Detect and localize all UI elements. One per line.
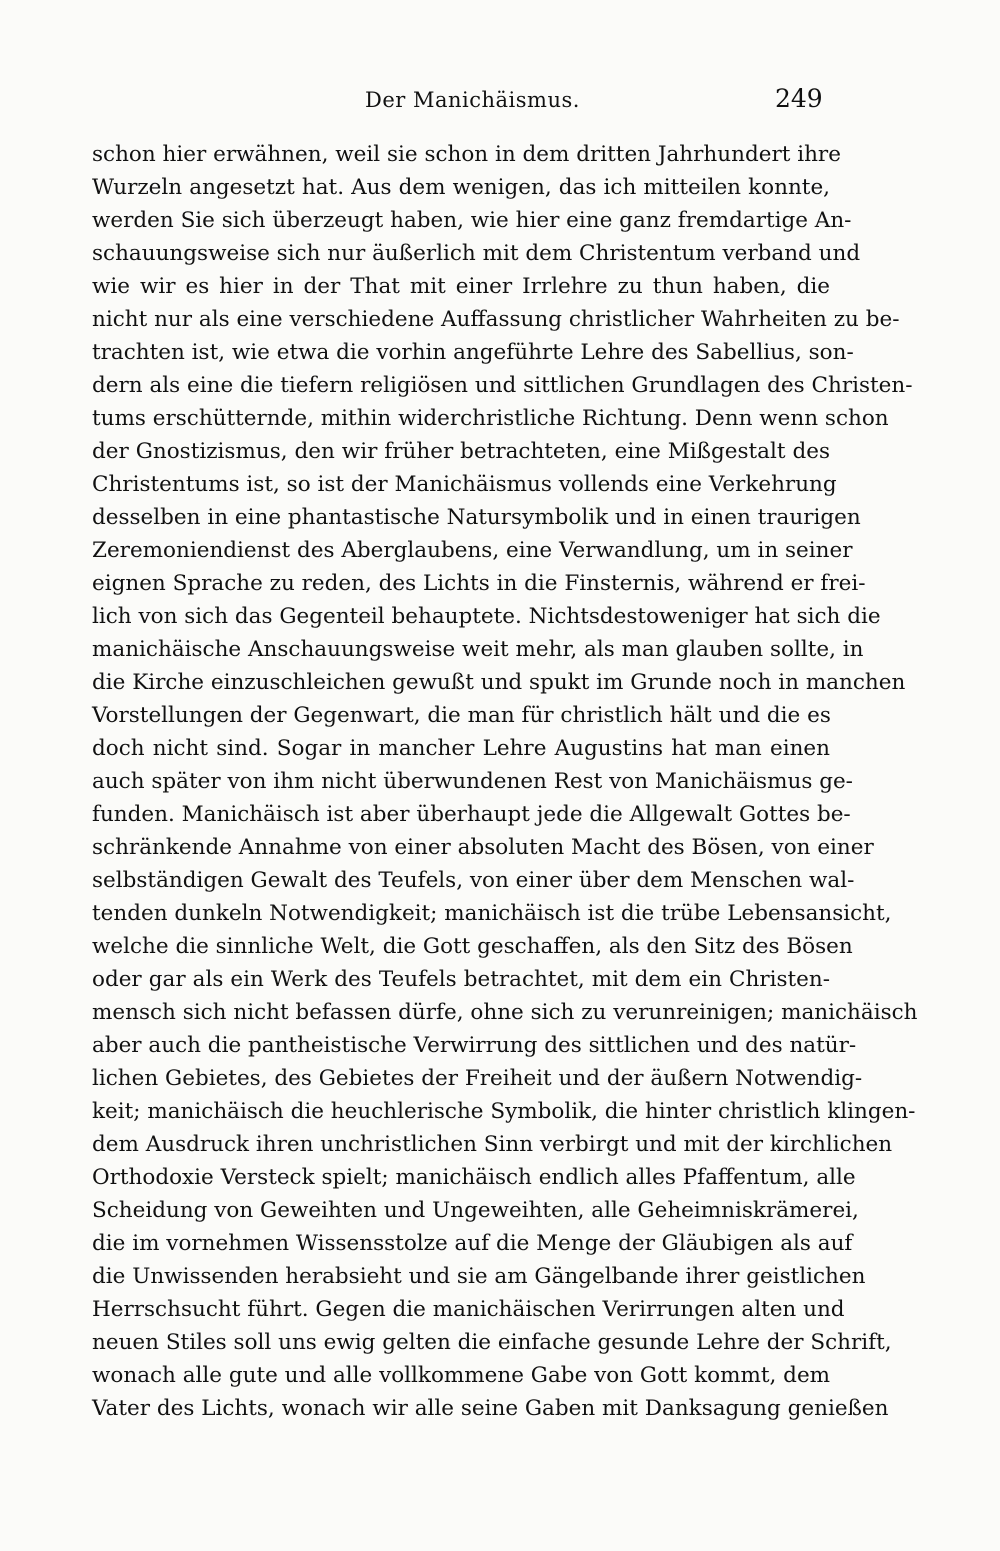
text-line: aber auch die pantheistische Verwirrung des sittlichen und des natür- [92,1033,857,1058]
text-line: dem Ausdruck ihren unchristlichen Sinn verbirgt und mit der kirchlichen [92,1132,893,1157]
text-line: Orthodoxie Versteck spielt; manichäisch endlich alles Pfaffentum, alle [92,1165,856,1190]
text-line: manichäische Anschauungsweise weit mehr, als man glauben sollte, in [92,637,864,662]
text-line: auch später von ihm nicht überwundenen Rest von Manichäismus ge- [92,769,853,794]
text-line: die Unwissenden herabsieht und sie am Gängelbande ihrer geistlichen [92,1264,866,1289]
text-line: wie wir es hier in der That mit einer Irrlehre zu thun haben, die [92,274,830,299]
text-line: eignen Sprache zu reden, des Lichts in die Finsternis, während er frei- [92,571,866,596]
text-line: trachten ist, wie etwa die vorhin angeführte Lehre des Sabellius, son- [92,340,854,365]
text-line: Vorstellungen der Gegenwart, die man für christlich hält und die es [92,703,831,728]
text-line: der Gnostizismus, den wir früher betrachteten, eine Mißgestalt des [92,439,830,464]
text-line: lichen Gebietes, des Gebietes der Freiheit und der äußern Notwendig- [92,1066,863,1091]
text-line: dern als eine die tiefern religiösen und sittlichen Grundlagen des Christen- [92,373,913,398]
text-line: die Kirche einzuschleichen gewußt und spukt im Grunde noch in manchen [92,670,906,695]
text-line: Wurzeln angesetzt hat. Aus dem wenigen, das ich mitteilen konnte, [92,175,830,200]
text-line: Zeremoniendienst des Aberglaubens, eine Verwandlung, um in seiner [92,538,853,563]
text-line: nicht nur als eine verschiedene Auffassung christlicher Wahrheiten zu be- [92,307,900,332]
body-text [92,138,918,1425]
text-line: keit; manichäisch die heuchlerische Symbolik, die hinter christlich klingen- [92,1099,916,1124]
text-line: schon hier erwähnen, weil sie schon in dem dritten Jahrhundert ihre [92,142,841,167]
text-line: werden Sie sich überzeugt haben, wie hier eine ganz fremdartige An- [92,208,852,233]
text-line: oder gar als ein Werk des Teufels betrachtet, mit dem ein Christen- [92,967,830,992]
text-line: wonach alle gute und alle vollkommene Gabe von Gott kommt, dem [92,1363,831,1388]
text-line: die im vornehmen Wissensstolze auf die Menge der Gläubigen als auf [92,1231,853,1256]
text-line: Vater des Lichts, wonach wir alle seine Gaben mit Danksagung genießen [92,1396,889,1421]
text-line: tenden dunkeln Notwendigkeit; manichäisch ist die trübe Lebensansicht, [92,901,892,926]
text-line: neuen Stiles soll uns ewig gelten die einfache gesunde Lehre der Schrift, [92,1330,892,1355]
text-line: welche die sinnliche Welt, die Gott geschaffen, als den Sitz des Bösen [92,934,853,959]
text-line: schauungsweise sich nur äußerlich mit dem Christentum verband und [92,241,861,266]
text-line: Scheidung von Geweihten und Ungeweihten, alle Geheimniskrämerei, [92,1198,859,1223]
text-line: selbständigen Gewalt des Teufels, von einer über dem Menschen wal- [92,868,855,893]
text-line: tums erschütternde, mithin widerchristliche Richtung. Denn wenn schon [92,406,889,431]
text-line: lich von sich das Gegenteil behauptete. Nichtsdestoweniger hat sich die [92,604,881,629]
text-line: Christentums ist, so ist der Manichäismus vollends eine Verkehrung [92,472,837,497]
text-line: doch nicht sind. Sogar in mancher Lehre Augustins hat man einen [92,736,830,761]
text-line: schränkende Annahme von einer absoluten Macht des Bösen, von einer [92,835,874,860]
text-line: desselben in eine phantastische Natursymbolik und in einen traurigen [92,505,861,530]
page-number: 249 [775,84,823,113]
text-line: funden. Manichäisch ist aber überhaupt jede die Allgewalt Gottes be- [92,802,851,827]
running-title: Der Manichäismus. [365,88,580,112]
text-line: mensch sich nicht befassen dürfe, ohne sich zu verunreinigen; manichäisch [92,1000,918,1025]
text-line: Herrschsucht führt. Gegen die manichäischen Verirrungen alten und [92,1297,845,1322]
